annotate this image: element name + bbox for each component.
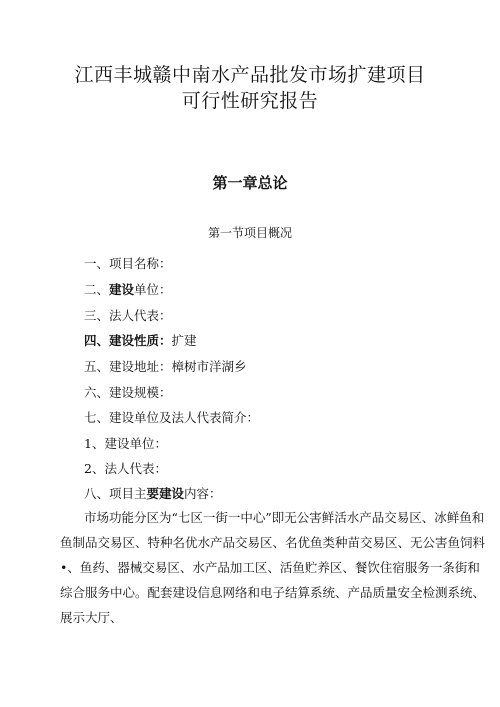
item-construction-nature	[84, 331, 197, 349]
item-main-construction-content	[84, 484, 222, 502]
market-function-paragraph: 市场功能分区为“七区一街一中心”即无公害鲜活水产品交易区、冰鲜鱼和鱼制品交易区、特种名优水产品交易区、名优鱼类种苗交易区、无公害鱼饲料•、鱼药、器械交易区、水产品加工区、活鱼贮养区、餐饮住宿服务一条街和综合服务中心。配套建设信息网络和电子结算系统、产品质量安全检测系统、展示大厅、	[60, 510, 486, 625]
report-title-line-2: 可行性研究报告	[181, 90, 319, 112]
item-construction-nature-value: 扩建	[171, 333, 197, 348]
item-construction-nature-label: 四、建设性质：	[84, 333, 172, 348]
item-construction-unit-rest: 单位：	[134, 282, 172, 297]
item-construction-unit	[84, 280, 172, 298]
item-construction-unit-bold: 建设	[109, 282, 135, 297]
item-construction-unit-number: 二、	[84, 282, 110, 297]
section-heading: 第一节项目概况	[207, 226, 292, 240]
chapter-heading: 第一章总论	[212, 174, 288, 192]
item-main-content-prefix: 八、项目主	[84, 486, 147, 501]
item-construction-address: 五、建设地址：樟树市洋湖乡	[84, 359, 247, 374]
report-title-line-1: 江西丰城赣中南水产品批发市场扩建项目	[74, 64, 426, 86]
item-construction-scale: 六、建设规模：	[84, 385, 172, 400]
item-project-name: 一、项目名称：	[84, 256, 172, 271]
item-sub-legal-representative: 2、法人代表：	[84, 461, 167, 476]
item-main-content-suffix: 内容：	[184, 486, 222, 501]
item-sub-construction-unit: 1、建设单位：	[84, 436, 167, 451]
item-main-content-bold: 要建设	[146, 486, 185, 501]
item-legal-representative: 三、法人代表：	[84, 308, 172, 323]
item-unit-and-representative-intro: 七、建设单位及法人代表简介：	[84, 410, 260, 425]
